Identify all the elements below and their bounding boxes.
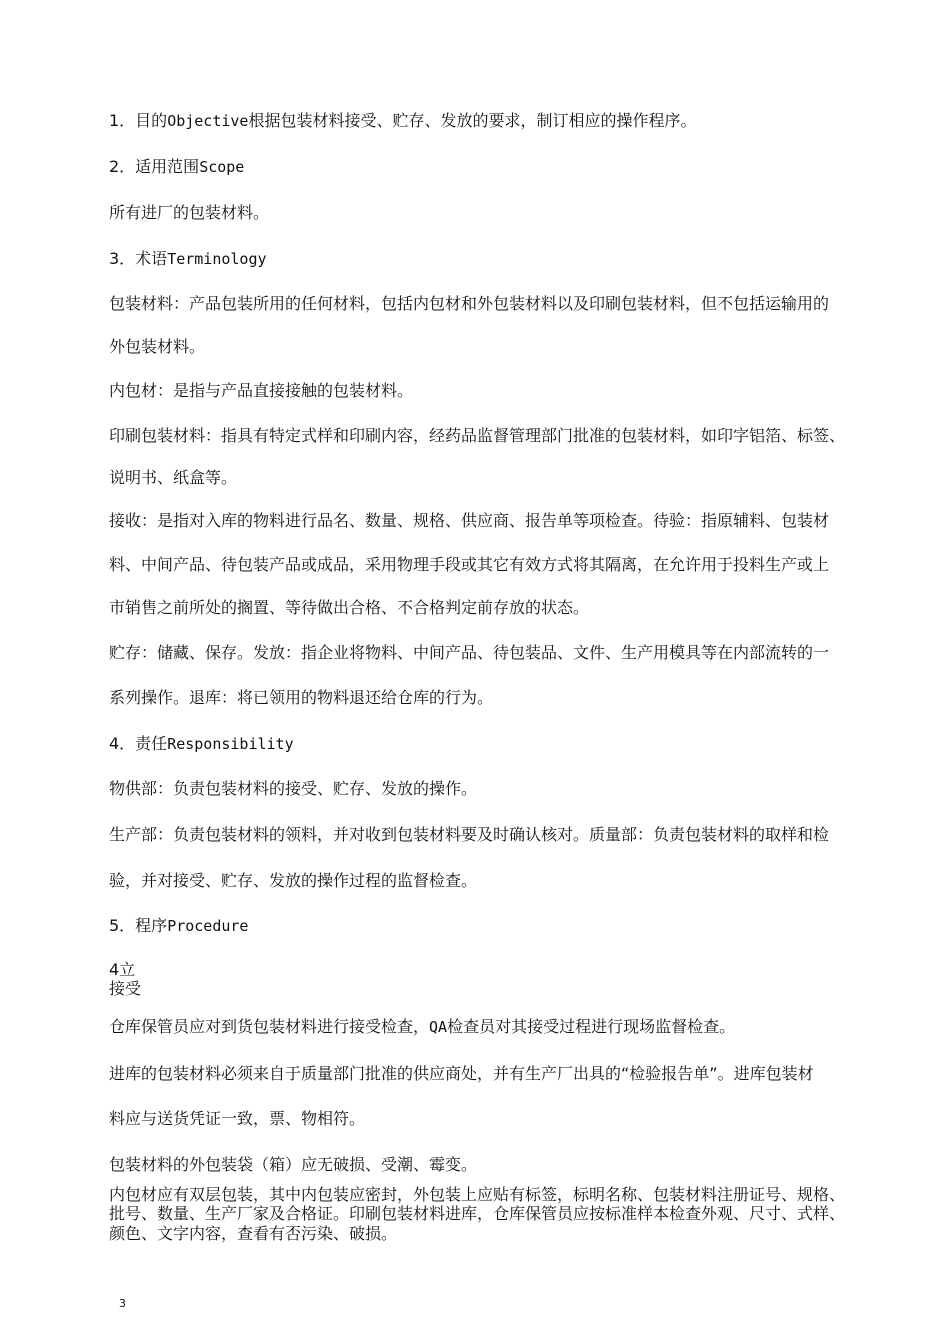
scope-text: 所有进厂的包装材料。 [109,203,270,222]
section-1-objective: 1．目的Objective根据包装材料接受、贮存、发放的要求，制订相应的操作程序。 [109,111,697,130]
subsection-heading: 接受 [109,979,142,998]
paragraph-line: 料、中间产品、待包装产品或成品，采用物理手段或其它有效方式将其隔离，在允许用于投料生产或上 [109,555,830,574]
paragraph-line: 物供部：负责包装材料的接受、贮存、发放的操作。 [109,779,478,798]
paragraph-line: 料应与送货凭证一致，票、物相符。 [109,1109,366,1128]
paragraph-line: 内包材：是指与产品直接接触的包装材料。 [109,381,414,400]
paragraph-line: 生产部：负责包装材料的领料，并对收到包装材料要及时确认核对。质量部：负责包装材料的取样和检 [109,825,830,844]
paragraph-line: 外包装材料。 [109,337,206,356]
page-number: 3 [119,1297,126,1310]
paragraph-line: 贮存：储藏、保存。发放：指企业将物料、中间产品、待包装品、文件、生产用模具等在内部流转的一 [109,643,830,662]
paragraph-line: 颜色、文字内容，查看有否污染、破损。 [109,1224,398,1243]
section-5-procedure-heading: 5．程序Procedure [109,916,249,935]
paragraph-line: 批号、数量、生产厂家及合格证。印刷包装材料进库，仓库保管员应按标准样本检查外观、尺寸、式样、 [109,1204,846,1223]
paragraph-line: 包装材料：产品包装所用的任何材料，包括内包材和外包装材料以及印刷包装材料，但不包括运输用的 [109,294,830,313]
section-3-terminology-heading: 3．术语Terminology [109,249,267,268]
section-2-scope-heading: 2．适用范围Scope [109,157,245,176]
paragraph-line: 包装材料的外包装袋（箱）应无破损、受潮、霉变。 [109,1155,478,1174]
paragraph-line: 接收：是指对入库的物料进行品名、数量、规格、供应商、报告单等项检查。待验：指原辅料、包装材 [109,511,830,530]
paragraph-line: 仓库保管员应对到货包装材料进行接受检查，QA检查员对其接受过程进行现场监督检查。 [109,1017,736,1036]
paragraph-line: 说明书、纸盒等。 [109,468,238,487]
paragraph-line: 系列操作。退库：将已领用的物料退还给仓库的行为。 [109,688,494,707]
subsection-number: 4立 [109,960,136,979]
paragraph-line: 进库的包装材料必须来自于质量部门批准的供应商处，并有生产厂出具的“检验报告单”。进库包装材 [109,1064,814,1083]
section-4-responsibility-heading: 4．责任Responsibility [109,734,294,753]
paragraph-line: 内包材应有双层包装，其中内包装应密封，外包装上应贴有标签，标明名称、包装材料注册证号、规格、 [109,1185,846,1204]
paragraph-line: 市销售之前所处的搁置、等待做出合格、不合格判定前存放的状态。 [109,598,590,617]
paragraph-line: 印刷包装材料：指具有特定式样和印刷内容，经药品监督管理部门批准的包装材料，如印字铝箔、标签、 [109,426,846,445]
paragraph-line: 验，并对接受、贮存、发放的操作过程的监督检查。 [109,871,478,890]
